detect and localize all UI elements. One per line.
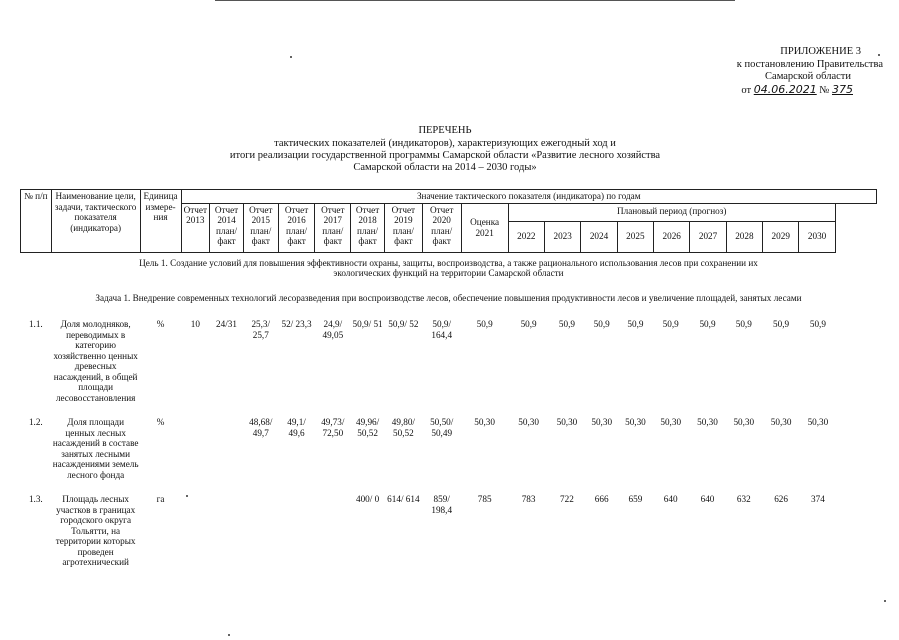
row-report-2015	[243, 494, 278, 582]
header-name: Наименование цели, задачи, тактического показателя (индикатора)	[51, 190, 140, 253]
row-num: 1.1.	[28, 319, 43, 329]
header-report-2015: Отчет 2015 план/ факт	[243, 203, 278, 252]
row-num: 1.2.	[28, 417, 43, 427]
row-report-2013: 10	[190, 319, 200, 329]
row-forecast-2024: 50,9	[593, 319, 610, 329]
row-forecast-2025: 50,30	[625, 417, 646, 427]
header-forecast-year: 2030	[807, 231, 827, 242]
row-report-2017: 49,73/ 72,50	[321, 417, 345, 438]
row-report-2020: 50,50/ 50,49	[430, 417, 454, 438]
indicators-table	[20, 189, 877, 582]
header-line-2: итоги реализации государственной программы Самарской области «Развитие лесного хозяйства	[229, 150, 661, 161]
header-num: № п/п	[21, 190, 52, 253]
row-report-2018: 50,9/ 51	[352, 319, 383, 329]
row-report-2014: 24/31	[216, 319, 237, 329]
table-row	[21, 494, 877, 582]
row-forecast-2025: 50,9	[627, 319, 644, 329]
header-forecast-year: 2025	[618, 222, 654, 252]
row-forecast-2028: 632	[736, 494, 751, 504]
header-report-2019: Отчет 2019 план/ факт	[384, 203, 422, 252]
row-forecast-2028: 50,30	[733, 417, 755, 427]
header-forecast-year: 2029	[763, 222, 799, 252]
row-forecast-2022: 50,30	[518, 417, 539, 427]
row-forecast-2023: 50,9	[558, 319, 575, 329]
row-name: Площадь лесных участков в границах городского округа Тольятти, на территории которых проведен агротехнический	[55, 494, 136, 567]
appendix-title: ПРИЛОЖЕНИЕ 3	[780, 46, 861, 57]
scan-speck	[228, 634, 230, 636]
header-forecast-year: 2027	[690, 222, 726, 252]
goal-text: Цель 1. Создание условий для повышения эффективности охраны, защиты, воспроизводства, а также рационального использования лесов при сохранении их экологических функций на территории Самарской области	[139, 257, 758, 278]
table-row	[21, 319, 877, 417]
row-unit: %	[156, 417, 165, 427]
row-name: Доля площади ценных лесных насаждений в составе занятых лесными насаждениями земель лесного фонда	[52, 417, 139, 480]
document-title: ПЕРЕЧЕНЬ	[418, 125, 472, 136]
row-forecast-2030: 50,9	[809, 319, 826, 329]
row-forecast-2022: 50,9	[520, 319, 537, 329]
row-report-2017: 24,9/ 49,05	[322, 319, 344, 340]
row-report-2015: 25,3/ 25,7	[251, 319, 271, 340]
header-forecast-year: 2024	[581, 222, 617, 252]
number-prefix: №	[819, 84, 830, 96]
row-report-2016	[278, 494, 315, 582]
scan-speck	[290, 56, 292, 58]
header-line-3: Самарской области на 2014 – 2030 годы»	[353, 162, 537, 173]
row-report-2019: 49,80/ 50,52	[391, 417, 415, 438]
row-forecast-2030: 50,30	[807, 417, 829, 427]
task-row	[21, 293, 877, 320]
header-forecast-year: 2023	[545, 222, 581, 252]
handwritten-number: 375	[832, 82, 853, 96]
row-forecast-2023: 50,30	[556, 417, 578, 427]
row-report-2018: 49,96/ 50,52	[355, 417, 380, 438]
header-report-2014: Отчет 2014 план/ факт	[210, 203, 244, 252]
header-report-2018: Отчет 2018 план/ факт	[351, 203, 385, 252]
scan-speck	[186, 495, 188, 497]
header-report-2017: Отчет 2017 план/ факт	[315, 203, 351, 252]
header-forecast-year: 2022	[509, 222, 545, 252]
row-forecast-2030: 374	[811, 494, 825, 504]
row-report-2014	[210, 494, 244, 582]
row-report-2016: 52/ 23,3	[281, 319, 312, 329]
row-forecast-2026: 50,9	[662, 319, 679, 329]
scan-speck	[878, 54, 880, 56]
header-estimate-2021: Оценка 2021	[461, 203, 508, 252]
row-report-2018: 400/ 0	[355, 494, 380, 504]
header-forecast-years	[509, 222, 835, 252]
row-report-2014	[210, 417, 244, 494]
row-report-2019: 50,9/ 52	[388, 319, 419, 329]
appendix-date-line	[691, 84, 891, 98]
header-forecast-block	[508, 203, 835, 252]
row-estimate-2021: 50,9	[476, 319, 493, 329]
row-report-2016: 49,1/ 49,6	[287, 417, 306, 438]
row-report-2020: 859/ 198,4	[431, 494, 453, 515]
row-unit: га	[156, 494, 165, 504]
row-forecast-2025: 659	[628, 494, 643, 504]
row-forecast-2028: 50,9	[735, 319, 752, 329]
task-text: Задача 1. Внедрение современных технологий лесоразведения при воспроизводстве лесов, обеспечение повышения продуктивности лесов и увеличение площадей, занятых лесами	[95, 292, 802, 303]
row-estimate-2021: 785	[477, 494, 492, 504]
header-forecast-label: Плановый период (прогноз)	[509, 204, 835, 222]
row-report-2017	[315, 494, 351, 582]
date-prefix: от	[741, 84, 752, 96]
row-forecast-2029: 50,9	[773, 319, 790, 329]
document-header	[150, 125, 740, 174]
row-forecast-2022: 783	[521, 494, 536, 504]
row-name: Доля молодняков, переводимых в категорию хозяйственно ценных древесных насаждений, в общей площади лесовосстановления	[53, 319, 138, 403]
row-forecast-2023: 722	[560, 494, 574, 504]
row-forecast-2027: 640	[700, 494, 715, 504]
appendix-subtitle: к постановлению Правительства	[736, 58, 883, 70]
appendix-region: Самарской области	[765, 71, 851, 82]
row-forecast-2027: 50,30	[697, 417, 718, 427]
row-forecast-2029: 626	[774, 494, 788, 504]
row-forecast-2029: 50,30	[770, 417, 792, 427]
row-report-2013	[181, 494, 210, 582]
row-forecast-2024: 50,30	[591, 417, 613, 427]
row-forecast-2024: 666	[594, 494, 609, 504]
top-border-line	[215, 0, 735, 1]
row-num: 1.3.	[28, 494, 43, 504]
row-forecast-2026: 50,30	[660, 417, 682, 427]
header-report-2016: Отчет 2016 план/ факт	[278, 203, 315, 252]
header-report-2013: Отчет 2013	[181, 203, 210, 252]
header-report-2020: Отчет 2020 план/ факт	[422, 203, 461, 252]
row-report-2019: 614/ 614	[387, 494, 420, 504]
scan-speck	[884, 600, 886, 602]
row-forecast-2027: 50,9	[699, 319, 716, 329]
row-report-2020: 50,9/ 164,4	[431, 319, 453, 340]
header-forecast-year: 2026	[654, 222, 690, 252]
row-estimate-2021: 50,30	[474, 417, 495, 427]
table-header-row-1	[21, 190, 877, 204]
row-report-2013	[181, 417, 210, 494]
row-report-2015: 48,68/ 49,7	[249, 417, 273, 438]
row-unit: %	[156, 319, 165, 329]
header-line-1: тактических показателей (индикаторов), характеризующих ежегодный ход и	[274, 138, 616, 149]
header-unit: Единица измере-ния	[140, 190, 181, 253]
row-forecast-2026: 640	[663, 494, 678, 504]
table-row	[21, 417, 877, 494]
header-forecast-year: 2028	[727, 222, 763, 252]
appendix-block	[691, 46, 891, 97]
header-values: Значение тактического показателя (индикатора) по годам	[181, 190, 876, 204]
goal-row	[21, 252, 877, 293]
handwritten-date: 04.06.2021	[753, 82, 817, 96]
